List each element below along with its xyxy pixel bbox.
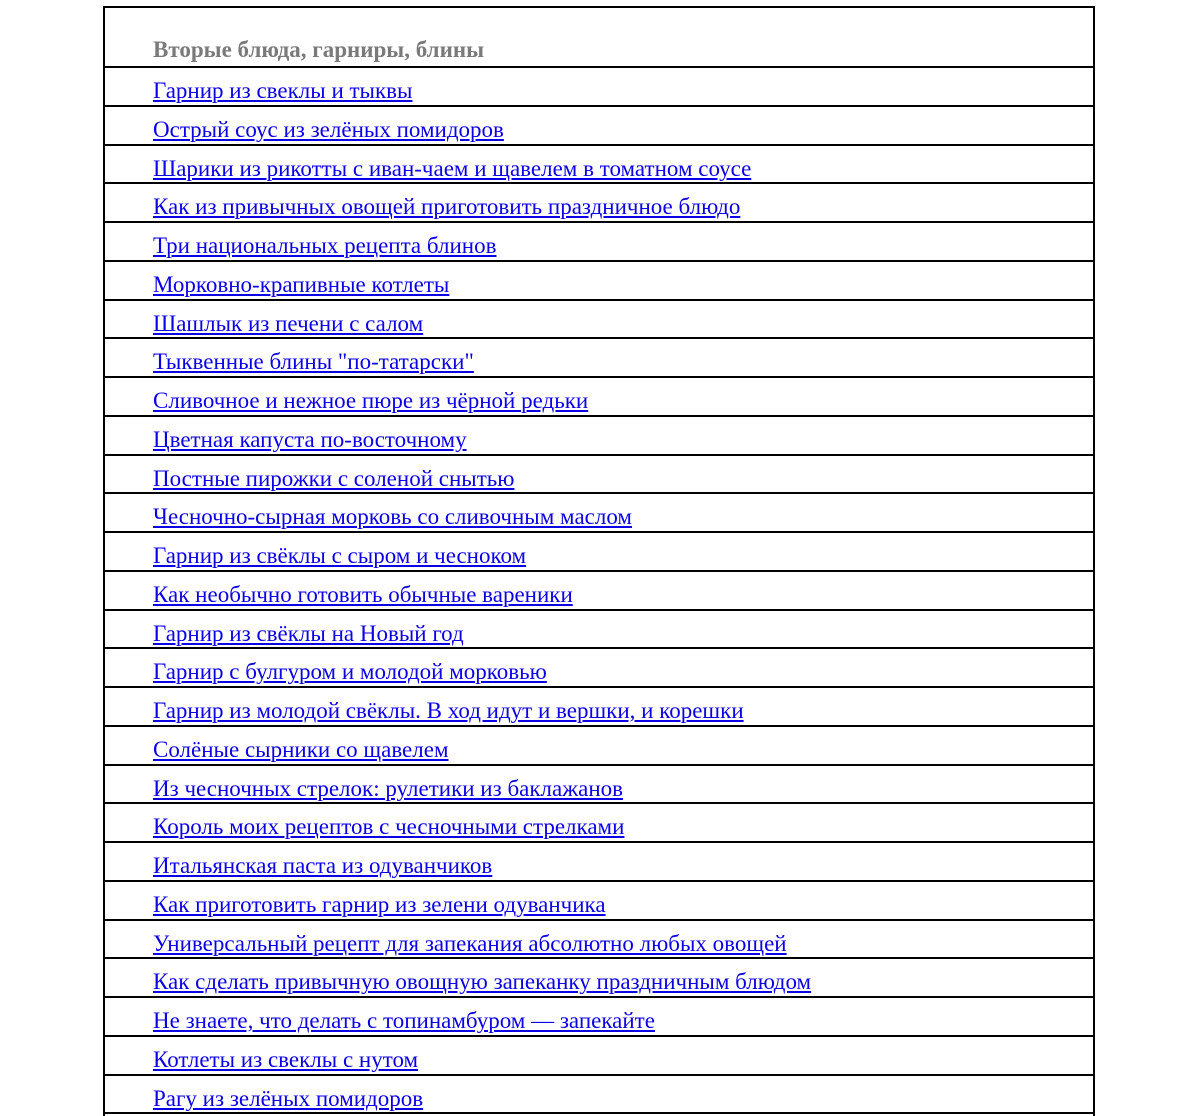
table-header-row xyxy=(105,8,1093,68)
recipe-link[interactable]: Гарнир из свеклы и тыквы xyxy=(153,78,413,103)
recipe-link[interactable]: Не знаете, что делать с топинамбуром — запекайте xyxy=(153,1008,655,1033)
recipe-link[interactable]: Шарики из рикотты с иван-чаем и щавелем в томатном соусе xyxy=(153,155,752,181)
recipe-link[interactable]: Чесночно-сырная морковь со сливочным маслом xyxy=(153,504,632,530)
recipe-link[interactable]: Как из привычных овощей приготовить праздничное блюдо xyxy=(153,194,741,220)
table-row xyxy=(105,611,1093,650)
recipe-link[interactable]: Солёные сырники со щавелем xyxy=(153,736,449,762)
table-row xyxy=(105,107,1093,146)
recipe-link[interactable]: Из чесночных стрелок: рулетики из баклажанов xyxy=(153,775,623,801)
recipe-link[interactable]: Гарнир из свёклы с сыром и чесноком xyxy=(153,543,527,568)
recipe-link-list xyxy=(105,68,1093,1114)
table-row xyxy=(105,727,1093,766)
recipe-link[interactable]: Морковно-крапивные котлеты xyxy=(153,271,450,297)
recipe-link[interactable]: Король моих рецептов с чесночными стрелками xyxy=(153,814,625,840)
table-row xyxy=(105,1076,1093,1115)
table-row xyxy=(105,572,1093,611)
table-row xyxy=(105,417,1093,456)
section-title: Вторые блюда, гарниры, блины xyxy=(153,37,485,62)
table-row xyxy=(105,959,1093,998)
recipe-link[interactable]: Гарнир с булгуром и молодой морковью xyxy=(153,659,547,685)
recipe-link[interactable]: Котлеты из свеклы с нутом xyxy=(153,1046,419,1072)
recipe-link[interactable]: Как приготовить гарнир из зелени одуванчика xyxy=(153,891,606,917)
table-row xyxy=(105,494,1093,533)
table-row xyxy=(105,339,1093,378)
recipe-table xyxy=(103,6,1095,1116)
recipe-link[interactable]: Итальянская паста из одуванчиков xyxy=(153,853,493,878)
recipe-link[interactable]: Как необычно готовить обычные вареники xyxy=(153,581,573,607)
recipe-link[interactable]: Гарнир из свёклы на Новый год xyxy=(153,620,464,646)
table-row xyxy=(105,68,1093,107)
recipe-link[interactable]: Как сделать привычную овощную запеканку праздничным блюдом xyxy=(153,969,812,995)
table-row xyxy=(105,882,1093,921)
recipe-link[interactable]: Сливочное и нежное пюре из чёрной редьки xyxy=(153,388,589,413)
table-row xyxy=(105,804,1093,843)
recipe-link[interactable]: Универсальный рецепт для запекания абсолютно любых овощей xyxy=(153,930,787,956)
table-row xyxy=(105,998,1093,1037)
table-row xyxy=(105,223,1093,262)
table-row xyxy=(105,649,1093,688)
recipe-link[interactable]: Рагу из зелёных помидоров xyxy=(153,1085,424,1111)
table-row xyxy=(105,301,1093,340)
recipe-link[interactable]: Шашлык из печени с салом xyxy=(153,310,424,336)
table-row xyxy=(105,184,1093,223)
recipe-link[interactable]: Тыквенные блины "по-татарски" xyxy=(153,349,474,375)
table-row xyxy=(105,1037,1093,1076)
table-row xyxy=(105,378,1093,417)
table-row xyxy=(105,766,1093,805)
table-row xyxy=(105,146,1093,185)
table-row xyxy=(105,262,1093,301)
table-row xyxy=(105,456,1093,495)
table-row xyxy=(105,533,1093,572)
table-row xyxy=(105,688,1093,727)
table-row xyxy=(105,921,1093,960)
recipe-link[interactable]: Цветная капуста по-восточному xyxy=(153,426,467,452)
recipe-link[interactable]: Гарнир из молодой свёклы. В ход идут и вершки, и корешки xyxy=(153,698,744,723)
table-row xyxy=(105,843,1093,882)
recipe-link[interactable]: Постные пирожки с соленой снытью xyxy=(153,465,515,491)
recipe-link[interactable]: Острый соус из зелёных помидоров xyxy=(153,116,504,142)
recipe-link[interactable]: Три национальных рецепта блинов xyxy=(153,233,497,258)
